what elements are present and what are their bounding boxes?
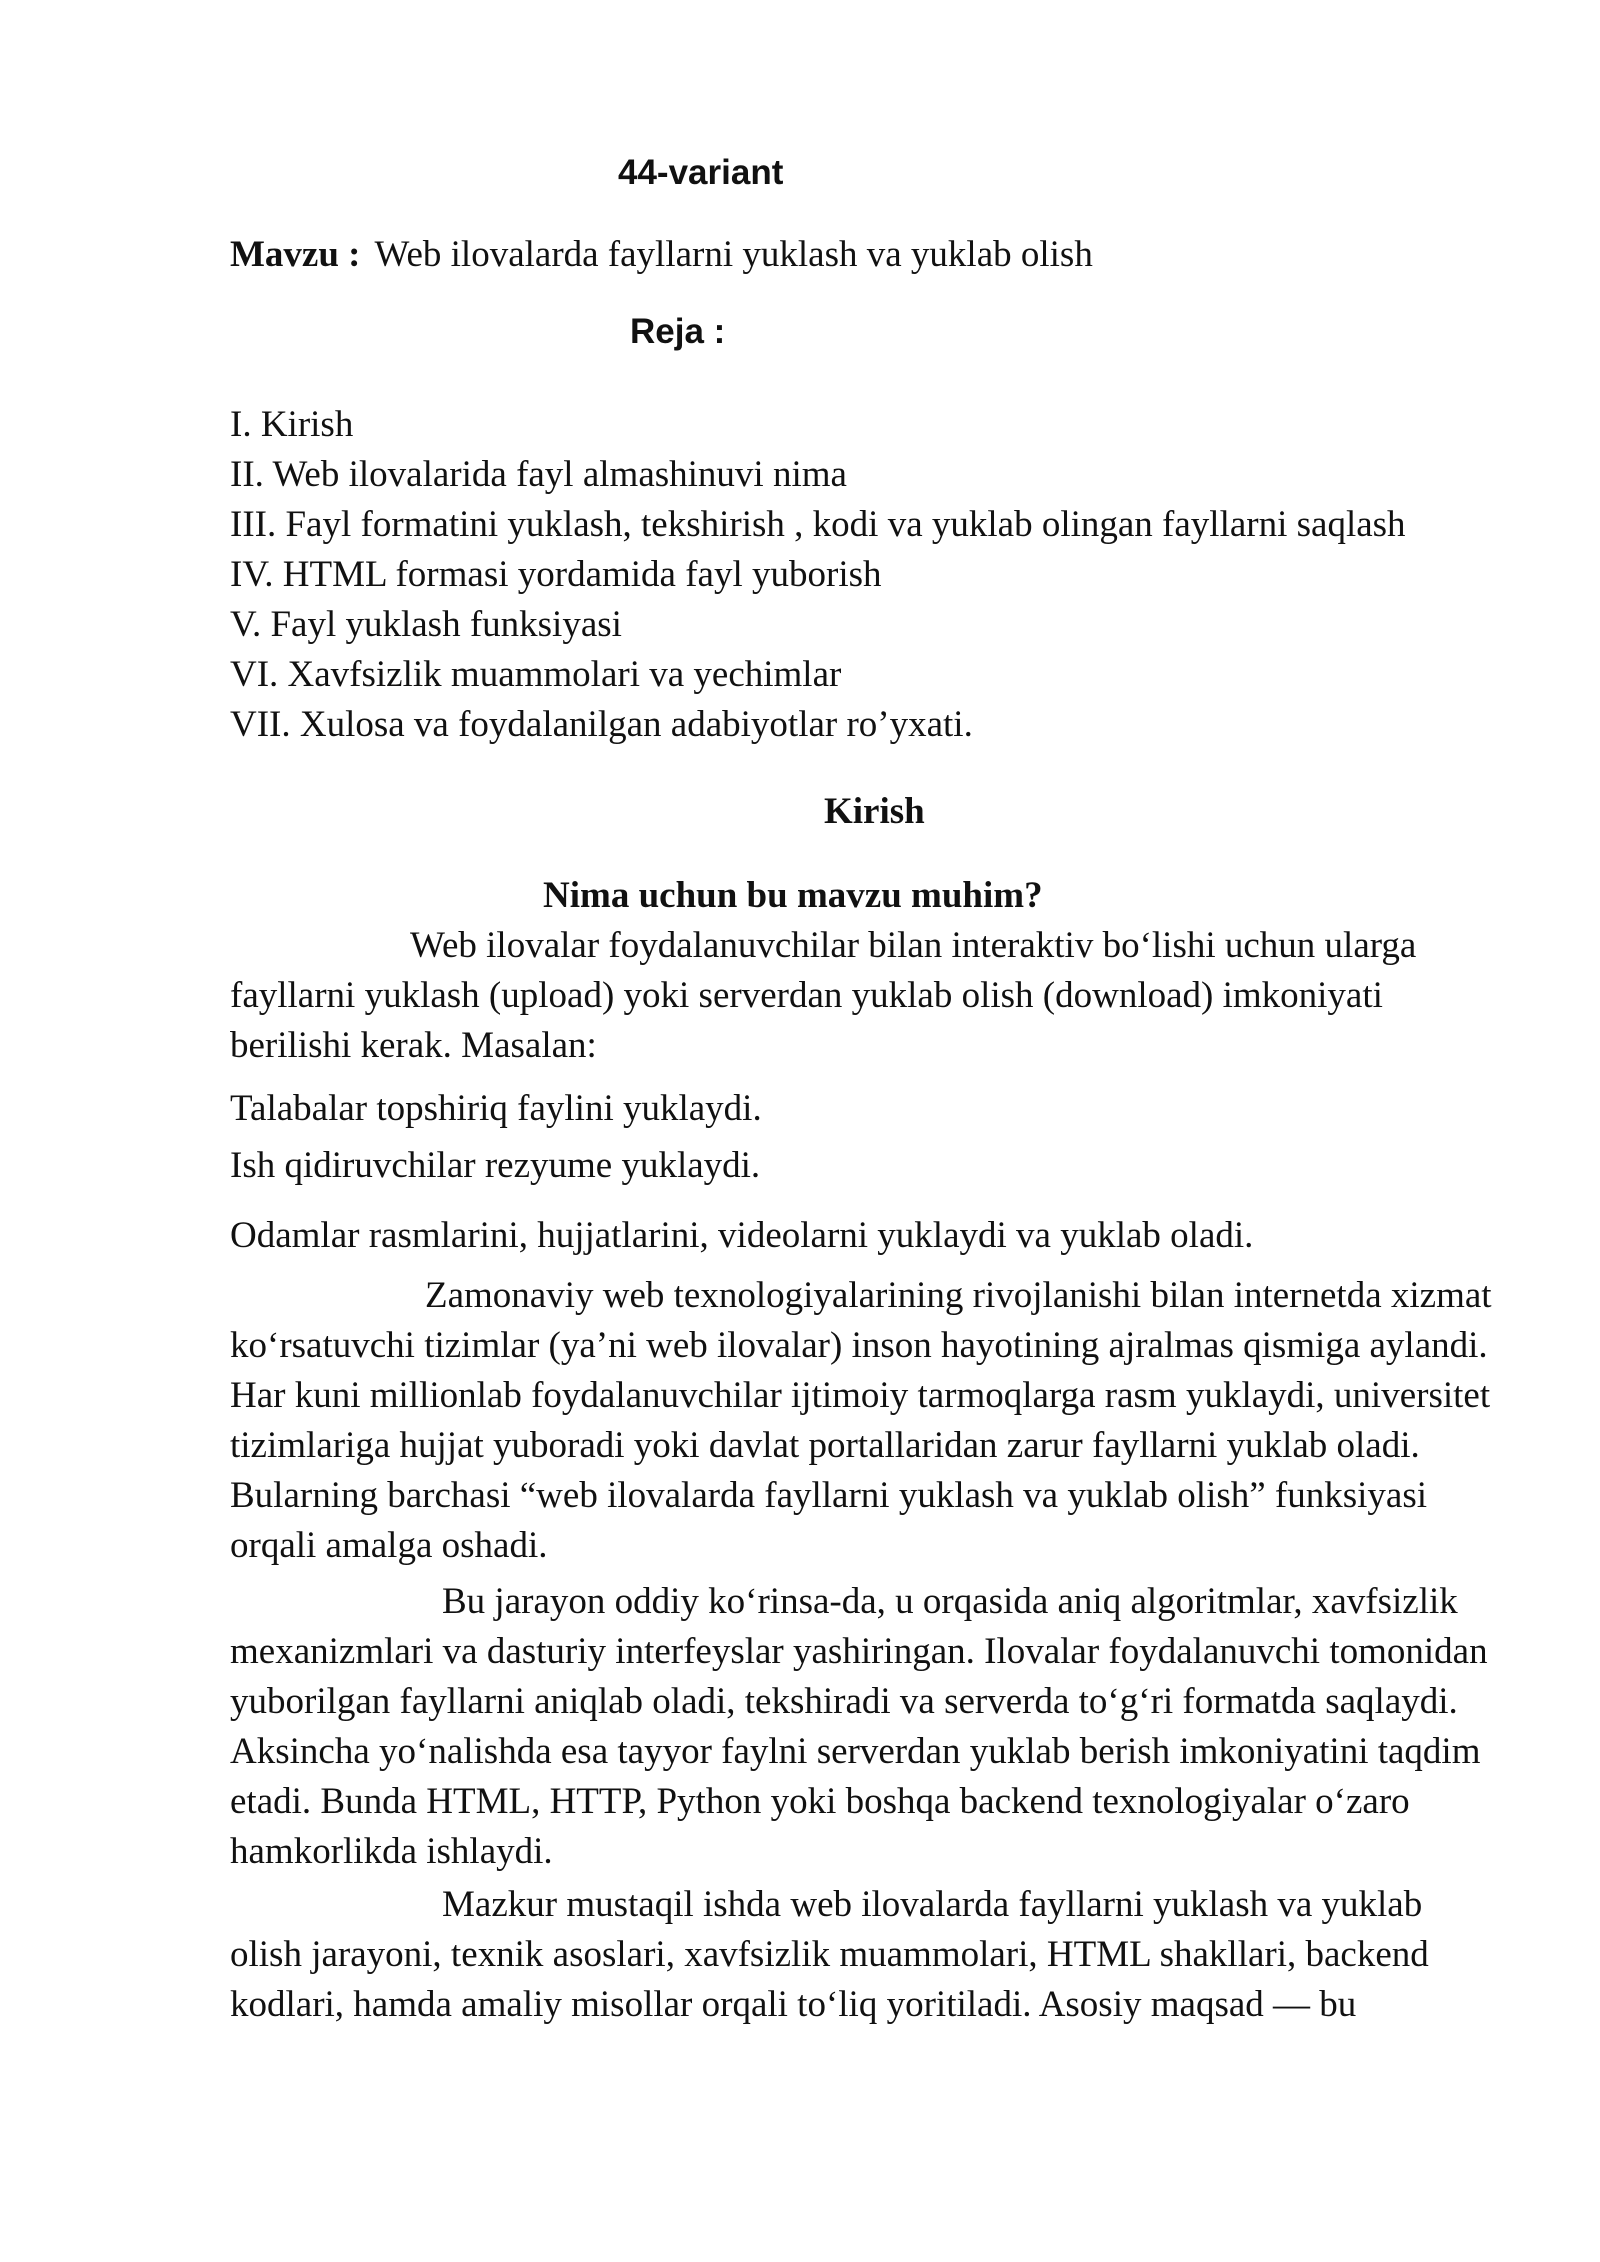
plan-item: III. Fayl formatini yuklash, tekshirish , kodi va yuklab olingan fayllarni saqlash [230,504,1406,545]
topic-label: Mavzu : [230,234,361,275]
intro-paragraph-4-text: Mazkur mustaqil ishda web ilovalarda fayllarni yuklash va yuklab olish jarayoni, texnik asoslari, xavfsizlik muammolari, HTML shakllari, backend kodlari, hamda amaliy misollar orqali to‘liq yoritiladi. Asosiy maqsad — bu [230,1884,1429,2025]
plan-item: V. Fayl yuklash funksiyasi [230,604,622,645]
intro-paragraph-1 [230,921,1500,1071]
intro-paragraph-4 [230,1880,1500,2030]
plan-list [230,400,1406,750]
intro-paragraph-3-text: Bu jarayon oddiy ko‘rinsa-da, u orqasida aniq algoritmlar, xavfsizlik mexanizmlari va dasturiy interfeyslar yashiringan. Ilovalar foydalanuvchi tomonidan yuborilgan fayllarni aniqlab oladi, tekshiradi va serverda to‘g‘ri formatda saqlaydi. Aksincha yo‘nalishda esa tayyor faylni serverdan yuklab berish imkoniyatini taqdim etadi. Bunda HTML, HTTP, Python yoki boshqa backend texnologiyalar o‘zaro hamkorlikda ishlaydi. [230,1581,1488,1872]
plan-item: I. Kirish [230,404,354,445]
plan-item: IV. HTML formasi yordamida fayl yuborish [230,554,882,595]
topic-text: Web ilovalarda fayllarni yuklash va yuklab olish [374,234,1093,275]
section-title-kirish: Kirish [824,791,925,832]
subsection-title: Nima uchun bu mavzu muhim? [543,875,1043,916]
intro-paragraph-3 [230,1577,1500,1877]
topic-line [230,233,1093,276]
intro-paragraph-2-text: Zamonaviy web texnologiyalarining rivojlanishi bilan internetda xizmat ko‘rsatuvchi tizimlar (ya’ni web ilovalar) inson hayotining ajralmas qismiga aylandi. Har kuni millionlab foydalanuvchilar ijtimoiy tarmoqlarga rasm yuklaydi, universitet tizimlariga hujjat yuboradi yoki davlat portallaridan zarur fayllarni yuklab oladi. Bularning barchasi “web ilovalarda fayllarni yuklash va yuklab olish” funksiyasi orqali amalga oshadi. [230,1275,1492,1566]
plan-title: Reja : [630,312,726,351]
intro-paragraph-2 [230,1271,1500,1571]
plan-item: II. Web ilovalarida fayl almashinuvi nima [230,454,847,495]
variant-heading: 44-variant [618,153,784,192]
example-line: Odamlar rasmlarini, hujjatlarini, videolarni yuklaydi va yuklab oladi. [230,1215,1254,1256]
example-line: Ish qidiruvchilar rezyume yuklaydi. [230,1145,761,1186]
example-line: Talabalar topshiriq faylini yuklaydi. [230,1088,762,1129]
plan-item: VI. Xavfsizlik muammolari va yechimlar [230,654,842,695]
intro-paragraph-1-text: Web ilovalar foydalanuvchilar bilan interaktiv bo‘lishi uchun ularga fayllarni yuklash (upload) yoki serverdan yuklab olish (download) imkoniyati berilishi kerak. Masalan: [230,925,1417,1066]
plan-item: VII. Xulosa va foydalanilgan adabiyotlar ro’yxati. [230,704,973,745]
